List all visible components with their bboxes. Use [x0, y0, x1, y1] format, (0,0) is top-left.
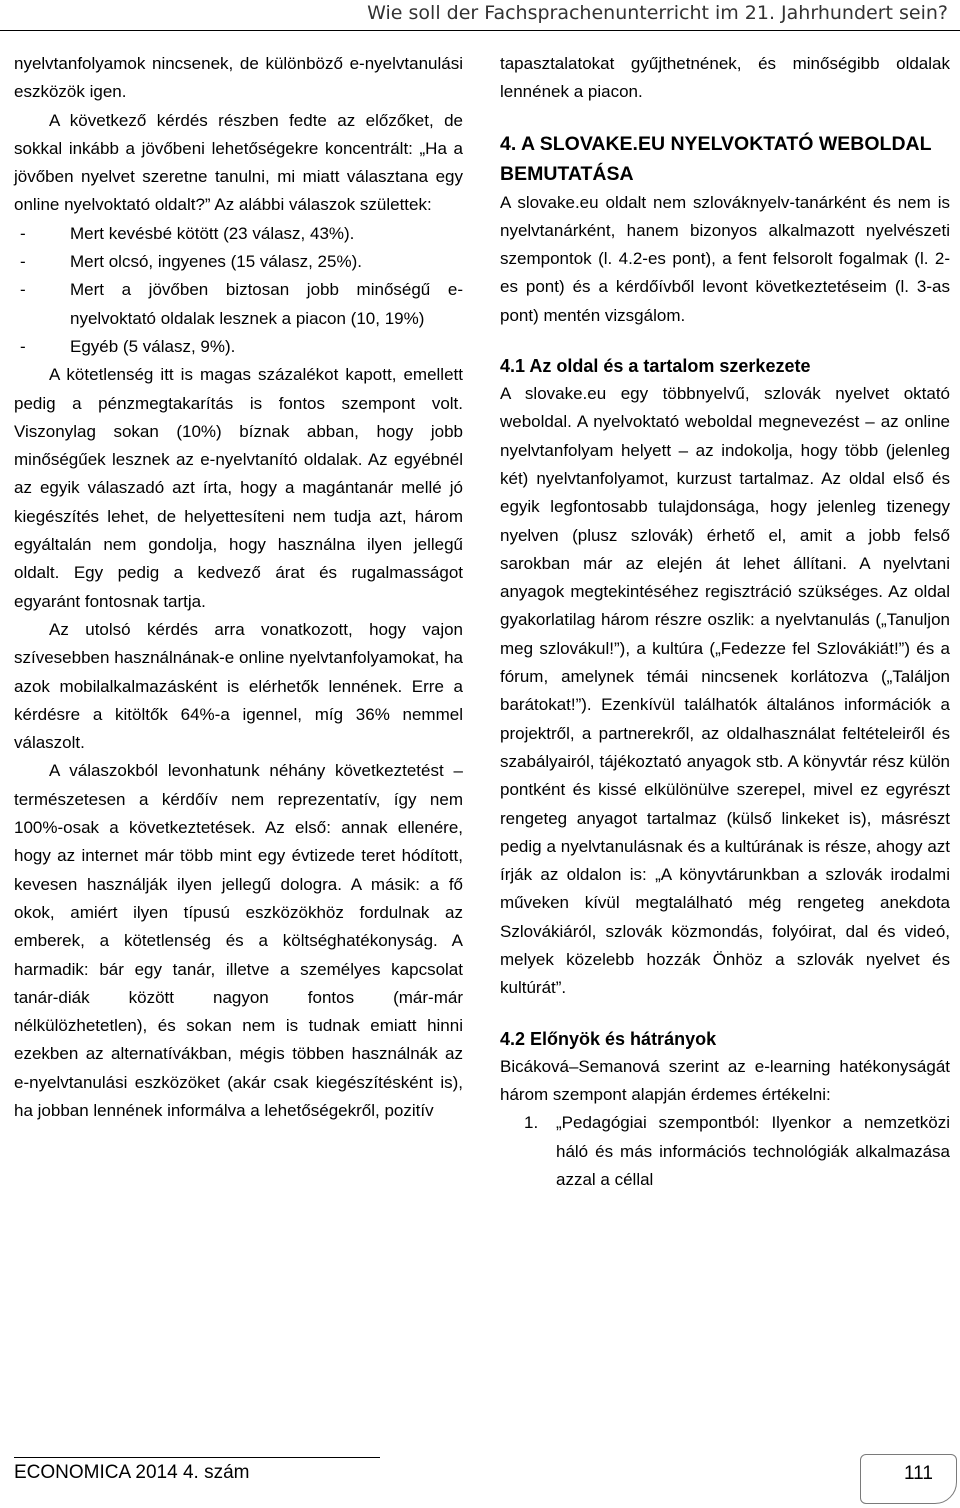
footer-rule [14, 1457, 380, 1458]
list-item: - Mert olcsó, ingyenes (15 válasz, 25%). [14, 248, 463, 276]
list-item: - Mert a jövőben biztosan jobb minőségű e-nyelvoktató oldalak lesznek a piacon (10, 19%) [14, 276, 463, 333]
list-number: 1. [524, 1113, 539, 1133]
paragraph: nyelvtanfolyamok nincsenek, de különböző e-nyelvtanulási eszközök igen. [14, 54, 463, 102]
list-marker: - [20, 336, 26, 356]
right-column [500, 50, 950, 1194]
list-item: - Egyéb (5 válasz, 9%). [14, 333, 463, 361]
answer-list [14, 220, 463, 361]
section-heading: 4. A SLOVAKE.EU NYELVOKTATÓ WEBOLDAL BEMUTATÁSA [500, 132, 932, 185]
list-item: - Mert kevésbé kötött (23 válasz, 43%). [14, 220, 463, 248]
journal-name: ECONOMICA 2014 4. szám [14, 1462, 250, 1483]
subsection-heading: 4.1 Az oldal és a tartalom szerkezete [500, 356, 811, 377]
list-marker: - [20, 252, 26, 272]
paragraph: Az utolsó kérdés arra vonatkozott, hogy vajon szívesebben használnának-e online nyelvtanfolyamokat, ha azok mobilalkalmazásként is elérhetők lennének. Erre a kérdésre a kitöltők 64%-a igennel, míg 36% nemmel válaszolt. [14, 619, 463, 753]
paragraph: tapasztalatokat gyűjthetnének, és minőségibb oldalak lennének a piacon. [500, 54, 950, 102]
paragraph: A kötetlenség itt is magas százalékot kapott, emellett pedig a pénzmegtakarítás is fontos szempont volt. Viszonylag sokan (10%) bíznak abban, hogy jobb minőségűek lesznek az e-nyelvtanító oldalak. Az egyébnél az egyik válaszadó azt írta, hogy a magántanár mellé jó kiegészítés lehet, de helyettesíteni nem tudja azt, három egyáltalán nem gondolja, hogy használna ilyen jellegű oldalt. Egy pedig a kedvező árat és rugalmasságot egyaránt fontosnak tartja. [14, 365, 463, 611]
subsection-heading: 4.2 Előnyök és hátrányok [500, 1028, 717, 1049]
paragraph: A slovake.eu oldalt nem szlováknyelv-tanárként és nem is nyelvtanárként, hanem bizonyos alkalmazott nyelvészeti szempontok (l. 4.2-es pont), a fent felsorolt fogalmak (l. 2-es pont) és a kérdőívből levont következtetéseim (l. 3-as pont) mentén vizsgálom. [500, 192, 950, 325]
left-column [14, 50, 463, 1125]
list-marker: - [20, 223, 26, 243]
list-item: 1. „Pedagógiai szempontból: Ilyenkor a nemzetközi háló és más információs technológiák alkalmazása azzal a céllal [500, 1109, 950, 1194]
paragraph: A válaszokból levonhatunk néhány következtetést – természetesen a kérdőív nem reprezentatív, így nem 100%-osak a következtetések. Az első: annak ellenére, hogy az internet már több mint egy évtizede teret hódított, kevesen használják ilyen jellegű dologra. A másik: a fő okok, amiért ilyen típusú eszközökhöz fordulnak az emberek, a kötetlenség és a költséghatékonyság. A harmadik: bár egy tanár, illetve a személyes kapcsolat tanár-diák között nagyon fontos (már-már nélkülözhetetlen), és sokan nem is tudnak emiatt hinni ezekben az alternatívákban, mégis többen használnák az e-nyelvtanulási eszközöket (akár csak kiegészítésként is), ha jobban lennének informálva a lehetőségekről, pozitív [14, 761, 463, 1120]
paragraph: Bicáková–Semanová szerint az e-learning hatékonyságát három szempont alapján érdemes értékelni: [500, 1056, 950, 1104]
criteria-list [500, 1109, 950, 1194]
list-marker: - [20, 280, 26, 300]
page-header [0, 0, 960, 31]
paragraph: A slovake.eu egy többnyelvű, szlovák nyelvet oktató weboldal. A nyelvoktató weboldal megnevezést – az online nyelvtanfolyam helyett – az indokolja, hogy több (jelenleg két) nyelvtanfolyamot, kurzust tartalmaz. Az oldal első és egyik legfontosabb tulajdonsága, hogy jelenleg tizenegy nyelven (plusz szlovák) érhető el, amit a jobb felső sarokban már az elején át lehet állítani. A nyelvtani anyagok megtekintéséhez regisztráció szükséges. Az oldal gyakorlatilag három részre oszlik: a nyelvtanulás („Tanuljon meg szlovákul!”), a kultúra („Fedezze fel Szlovákiát!”) és a fórum, amelynek témái nincsenek korlátozva („Találjon barátokat!”). Ezenkívül találhatók általános információk a projektről, a partnerekről, az oldalhasználat feltételeiről és szabályairól, tájékoztató anyagok stb. A könyvtár rész külön pontként és kissé elkülönülve szerepel, mivel ez egyrészt rengeteg anyagot tartalmaz (külső linkeket is), másrészt pedig a nyelvtanulásnak és a kultúrának is része, ahogy azt írják az oldalon is: „A könyvtárunkban a szlovák irodalmi műveken kívül megtalálható még rengeteg anekdota Szlovákiáról, szlovák közmondás, folyóirat, dal és videó, melyek közelebb hozzák Önhöz a szlovák nyelvet és kultúrát”. [500, 384, 950, 998]
page-number: 111 [904, 1463, 933, 1484]
paragraph: A következő kérdés részben fedte az előzőket, de sokkal inkább a jövőbeni lehetőségekre koncentrált: „Ha a jövőben nyelvet szeretne tanulni, mi miatt választana egy online nyelvoktató oldalt?” Az alábbi válaszok születtek: [14, 110, 463, 215]
running-title: Wie soll der Fachsprachenunterricht im 21. Jahrhundert sein? [367, 2, 948, 24]
